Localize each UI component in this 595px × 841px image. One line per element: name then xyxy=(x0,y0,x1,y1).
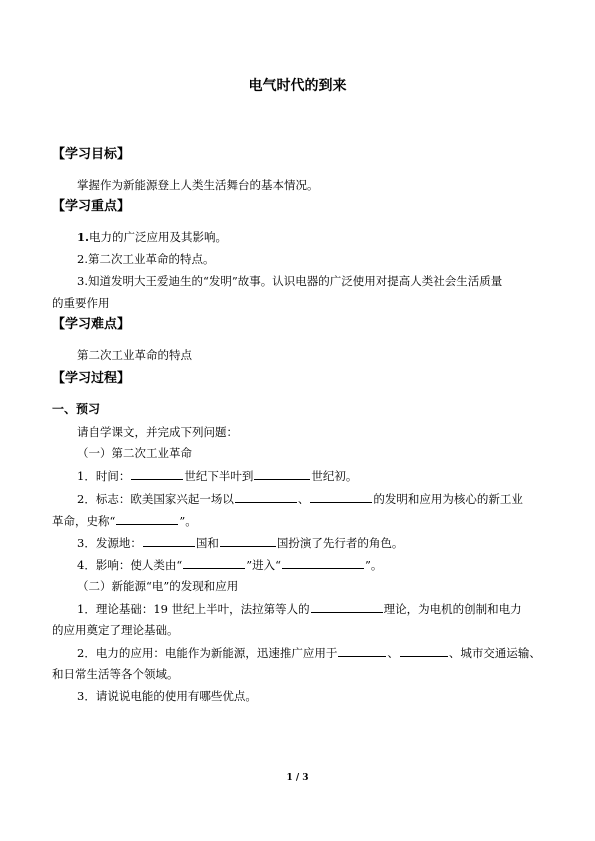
key-point-2: 2.第二次工业革命的特点。 xyxy=(77,252,215,266)
part2-q1-line2: 的应用奠定了理论基础。 xyxy=(52,623,179,637)
part2-q2-line1 xyxy=(77,644,541,661)
key-point-3-line1: 3.知道发明大王爱迪生的“发明”故事。认识电器的广泛使用对提高人类社会生活质量 xyxy=(77,274,503,288)
blank-era-to[interactable] xyxy=(282,556,364,569)
question-2-prefix: 革命，史称“ xyxy=(52,514,116,528)
heading-goals: 【学习目标】 xyxy=(52,147,131,162)
goals-text: 掌握作为新能源登上人类生活舞台的基本情况。 xyxy=(77,178,319,192)
blank-revolution-name[interactable] xyxy=(116,512,178,525)
question-4 xyxy=(77,556,382,573)
question-2-line2 xyxy=(52,512,197,529)
question-3 xyxy=(77,534,403,551)
blank-application-1[interactable] xyxy=(338,644,386,657)
part1-title: （一）第二次工业革命 xyxy=(77,446,192,460)
part2-q3: 3．请说说电能的使用有哪些优点。 xyxy=(77,689,257,703)
key-point-3-line2: 的重要作用 xyxy=(52,296,110,310)
blank-century-start[interactable] xyxy=(131,467,183,480)
heading-difficulties: 【学习难点】 xyxy=(52,317,131,332)
question-3-label: 3．发源地： xyxy=(77,536,142,550)
question-1-end: 世纪初。 xyxy=(311,469,358,483)
blank-country-1[interactable] xyxy=(143,534,195,547)
question-4-mid: ”进入“ xyxy=(246,558,281,572)
question-4-label: 4．影响：使人类由“ xyxy=(77,558,183,572)
key-point-1 xyxy=(77,229,227,245)
heading-key-points: 【学习重点】 xyxy=(52,199,131,214)
key-point-1-number: 1. xyxy=(77,230,90,244)
page-title: 电气时代的到来 xyxy=(248,78,347,94)
question-2-label: 2．标志：欧美国家兴起一场以 xyxy=(77,492,234,506)
preview-instruction: 请自学课文，并完成下列问题： xyxy=(77,425,238,439)
blank-country-2[interactable] xyxy=(220,534,276,547)
question-2-sep: 、 xyxy=(297,492,310,506)
part2-q2-tail: 、城市交通运输、 xyxy=(448,646,541,660)
part2-q1-tail: 理论，为电机的创制和电力 xyxy=(383,602,522,616)
blank-era-from[interactable] xyxy=(183,556,245,569)
blank-application-2[interactable] xyxy=(400,644,448,657)
question-1-label: 1．时间： xyxy=(77,469,131,483)
question-3-end: 国扮演了先行者的角色。 xyxy=(276,536,404,550)
part2-title: （二）新能源“电”的发现和应用 xyxy=(77,579,239,593)
key-point-1-text: 电力的广泛应用及其影响。 xyxy=(89,230,228,244)
blank-theory[interactable] xyxy=(311,600,383,613)
heading-process: 【学习过程】 xyxy=(52,371,131,386)
difficulties-text: 第二次工业革命的特点 xyxy=(77,348,192,362)
blank-invention-2[interactable] xyxy=(310,490,372,503)
blank-invention-1[interactable] xyxy=(235,490,297,503)
part2-q1-label: 1．理论基础：19 世纪上半叶，法拉第等人的 xyxy=(77,602,310,616)
question-3-mid: 国和 xyxy=(195,536,219,550)
preview-heading: 一、预习 xyxy=(52,402,101,416)
question-2-end: ”。 xyxy=(179,514,197,528)
question-2-line1 xyxy=(77,490,523,507)
question-1 xyxy=(77,467,357,484)
question-4-end: ”。 xyxy=(364,558,383,572)
question-1-mid: 世纪下半叶到 xyxy=(184,469,254,483)
part2-q2-sep: 、 xyxy=(387,646,399,660)
question-2-tail: 的发明和应用为核心的新工业 xyxy=(373,492,523,506)
blank-century-end[interactable] xyxy=(254,467,310,480)
part2-q1-line1 xyxy=(77,600,522,617)
part2-q2-line2: 和日常生活等各个领域。 xyxy=(52,667,179,681)
part2-q2-label: 2．电力的应用：电能作为新能源，迅速推广应用于 xyxy=(77,646,338,660)
page-number: 1 / 3 xyxy=(286,773,309,783)
